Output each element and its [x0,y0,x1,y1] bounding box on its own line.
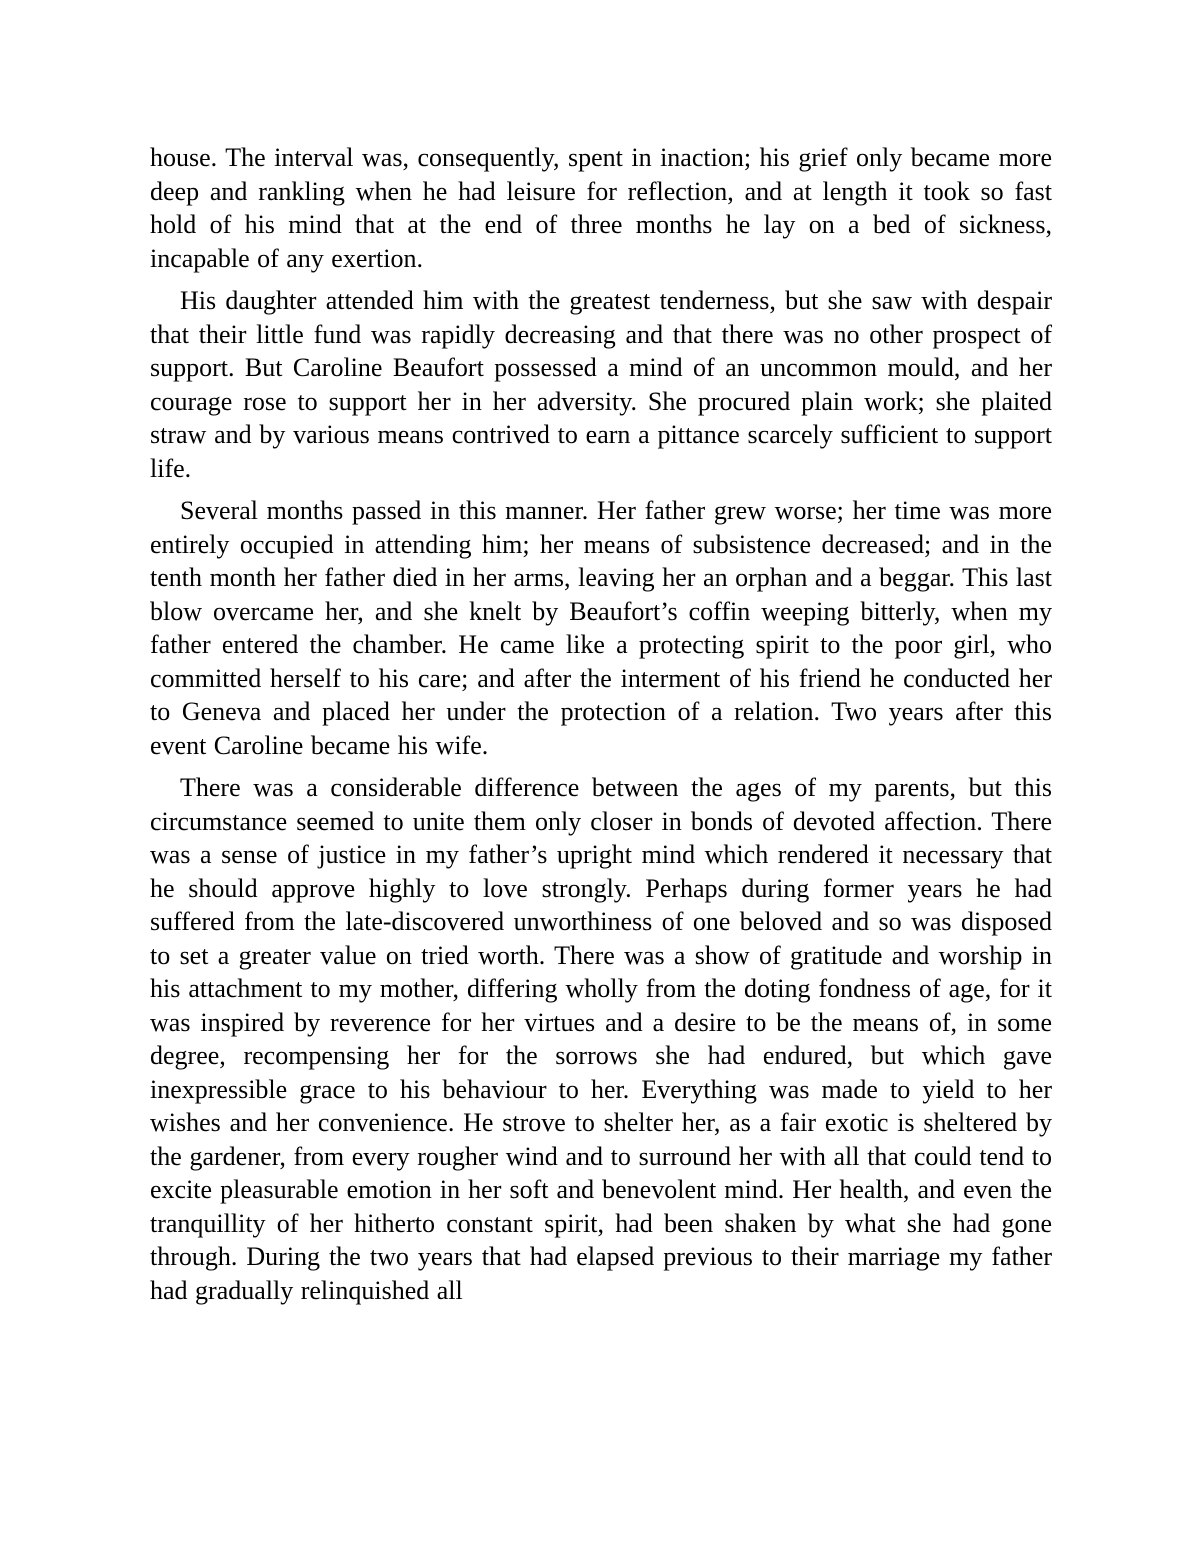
body-paragraph-4: There was a considerable difference between the ages of my parents, but this circumstance seemed to unite them only closer in bonds of devoted affection. There was a sense of justice in my father’s upright mind which rendered it necessary that he should approve highly to love strongly. Perhaps during former years he had suffered from the late-discovered unworthiness of one beloved and so was disposed to set a greater value on tried worth. There was a show of gratitude and worship in his attachment to my mother, differing wholly from the doting fondness of age, for it was inspired by reverence for her virtues and a desire to be the means of, in some degree, recompensing her for the sorrows she had endured, but which gave inexpressible grace to his behaviour to her. Everything was made to yield to her wishes and her convenience. He strove to shelter her, as a fair exotic is sheltered by the gardener, from every rougher wind and to surround her with all that could tend to excite pleasurable emotion in her soft and benevolent mind. Her health, and even the tranquillity of her hitherto constant spirit, had been shaken by what she had gone through. During the two years that had elapsed previous to their marriage my father had gradually relinquished all [150,773,1052,1305]
body-paragraph-2: His daughter attended him with the greatest tenderness, but she saw with despair that their little fund was rapidly decreasing and that there was no other prospect of support. But Caroline Beaufort possessed a mind of an uncommon mould, and her courage rose to support her in her adversity. She procured plain work; she plaited straw and by various means contrived to earn a pittance scarcely sufficient to support life. [150,286,1052,483]
body-paragraph-3: Several months passed in this manner. Her father grew worse; her time was more entirely occupied in attending him; her means of subsistence decreased; and in the tenth month her father died in her arms, leaving her an orphan and a beggar. This last blow overcame her, and she knelt by Beaufort’s coffin weeping bitterly, when my father entered the chamber. He came like a protecting spirit to the poor girl, who committed herself to his care; and after the interment of his friend he conducted her to Geneva and placed her under the protection of a relation. Two years after this event Caroline became his wife. [150,496,1052,760]
body-paragraph-1: house. The interval was, consequently, spent in inaction; his grief only became more deep and rankling when he had leisure for reflection, and at length it took so fast hold of his mind that at the end of three months he lay on a bed of sickness, incapable of any exertion. [150,143,1052,273]
